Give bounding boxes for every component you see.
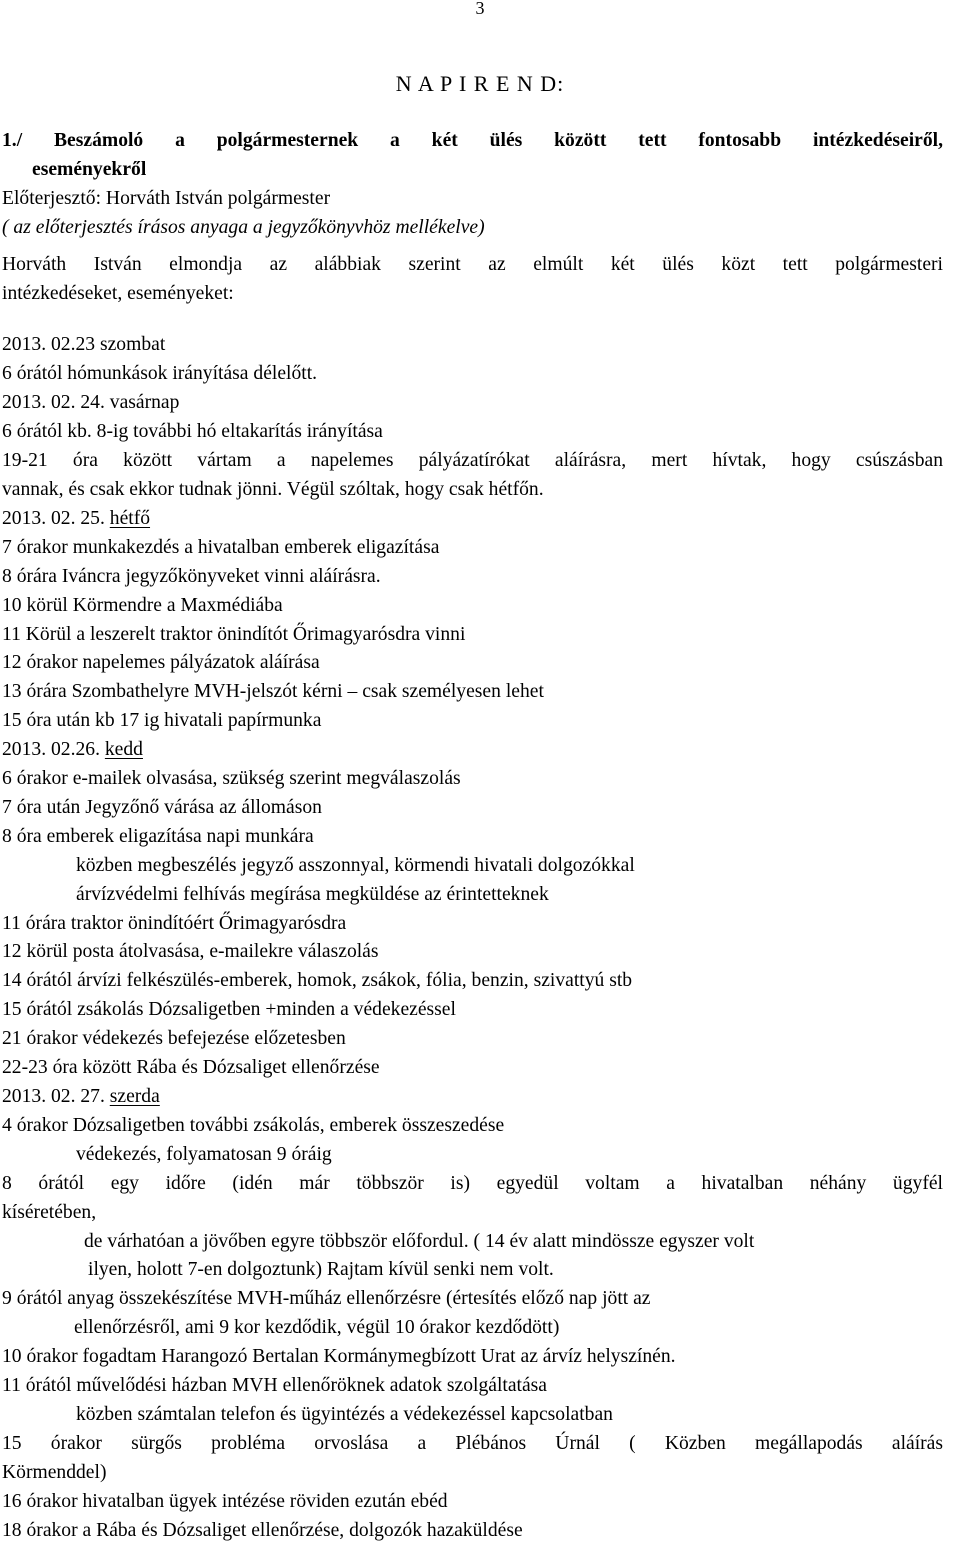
agenda-item-title: 1./ Beszámoló a polgármesternek a két ülés között tett fontosabb intézkedéseiről, bbox=[2, 130, 943, 151]
log-entry: 7 óra után Jegyzőnő várása az állomáson bbox=[2, 796, 322, 818]
agenda-heading: N A P I R E N D: bbox=[395, 71, 565, 96]
day-name-underlined: hétfő bbox=[109, 507, 151, 529]
log-entry: 11 órára traktor önindítóért Őrimagyarósdra bbox=[2, 912, 347, 934]
page-number: 3 bbox=[475, 0, 485, 18]
day-date-number: 2013. 02.26. bbox=[2, 739, 105, 761]
day-date: 2013. 02.23 szombat bbox=[2, 334, 166, 356]
log-entry: 4 órakor Dózsaligetben további zsákolás, emberek összeszedése bbox=[2, 1114, 505, 1136]
log-entry: 19-21 óra között vártam a napelemes pályázatírókat aláírásra, mert hívtak, hogy csúszásban bbox=[2, 450, 943, 472]
document-body bbox=[2, 127, 943, 1546]
log-entry: 7 órakor munkakezdés a hivatalban emberek eligazítása bbox=[2, 536, 440, 558]
day-date bbox=[2, 1083, 943, 1112]
intro-paragraph: Horváth István elmondja az alábbiak szerint az elmúlt két ülés közt tett polgármesteri bbox=[2, 253, 943, 275]
log-entry: 21 órakor védekezés befejezése előzetesben bbox=[2, 1028, 346, 1050]
log-entry: 15 órakor sürgős probléma orvoslása a Plébános Úrnál ( Közben megállapodás aláírás bbox=[2, 1432, 943, 1454]
day-date bbox=[2, 505, 943, 534]
log-entry-cont: vannak, és csak ekkor tudnak jönni. Végül szóltak, hogy csak hétfőn. bbox=[2, 478, 544, 500]
log-subentry: de várhatóan a jövőben egyre többször előfordul. ( 14 év alatt mindössze egyszer volt bbox=[84, 1230, 755, 1252]
day-date-number: 2013. 02. 27. bbox=[2, 1086, 110, 1107]
attachment-note: ( az előterjesztés írásos anyaga a jegyzőkönyvhöz mellékelve) bbox=[2, 216, 485, 238]
log-entry: 10 körül Körmendre a Maxmédiába bbox=[2, 594, 283, 616]
day-name-underlined: kedd bbox=[104, 739, 143, 761]
log-subentry: közben megbeszélés jegyző asszonnyal, körmendi hivatali dolgozókkal bbox=[76, 854, 635, 876]
day-date-number: 2013. 02. 25. bbox=[2, 507, 110, 529]
log-entry: 12 órakor napelemes pályázatok aláírása bbox=[2, 652, 320, 674]
day-date: 2013. 02. 24. vasárnap bbox=[2, 392, 180, 414]
log-subentry: ilyen, holott 7-en dolgoztunk) Rajtam kívül senki nem volt. bbox=[88, 1259, 554, 1281]
log-entry: 18 órakor a Rába és Dózsaliget ellenőrzése, dolgozók hazaküldése bbox=[2, 1519, 523, 1541]
log-entry-cont: Körmenddel) bbox=[2, 1461, 107, 1483]
log-subentry: közben számtalan telefon és ügyintézés a védekezéssel kapcsolatban bbox=[76, 1403, 613, 1425]
day-name-underlined: szerda bbox=[109, 1086, 160, 1107]
log-entry: 11 Körül a leszerelt traktor önindítót Őrimagyarósdra vinni bbox=[2, 623, 466, 645]
log-entry-cont: kíséretében, bbox=[2, 1201, 97, 1223]
presenter-line: Előterjesztő: Horváth István polgármester bbox=[2, 187, 331, 209]
log-entry: 6 órától kb. 8-ig további hó eltakarítás irányítása bbox=[2, 421, 383, 443]
log-entry: 15 óra után kb 17 ig hivatali papírmunka bbox=[2, 710, 322, 732]
log-entry: 11 órától művelődési házban MVH ellenőröknek adatok szolgáltatása bbox=[2, 1375, 548, 1397]
log-entry: 6 órakor e-mailek olvasása, szükség szerint megválaszolás bbox=[2, 768, 461, 790]
log-entry: 8 órára Iváncra jegyzőkönyveket vinni aláírásra. bbox=[2, 565, 381, 587]
intro-paragraph-cont: intézkedéseket, eseményeket: bbox=[2, 282, 234, 304]
log-entry: 12 körül posta átolvasása, e-mailekre válaszolás bbox=[2, 941, 379, 963]
log-subentry: árvízvédelmi felhívás megírása megküldése az érintetteknek bbox=[76, 883, 549, 905]
log-entry: 22-23 óra között Rába és Dózsaliget ellenőrzése bbox=[2, 1057, 380, 1079]
log-subentry: védekezés, folyamatosan 9 óráig bbox=[76, 1143, 332, 1165]
log-entry: 14 órától árvízi felkészülés-emberek, homok, zsákok, fólia, benzin, szivattyú stb bbox=[2, 970, 633, 992]
log-entry: 13 órára Szombathelyre MVH-jelszót kérni – csak személyesen lehet bbox=[2, 681, 544, 703]
log-entry: 9 órától anyag összekészítése MVH-műház ellenőrzésre (értesítés előző nap jött az bbox=[2, 1288, 651, 1310]
log-entry: 8 órától egy időre (idén már többször is) egyedül voltam a hivatalban néhány ügyfél bbox=[2, 1172, 943, 1194]
log-entry: 10 órakor fogadtam Harangozó Bertalan Kormánymegbízott Urat az árvíz helyszínén. bbox=[2, 1346, 676, 1368]
log-entry: 8 óra emberek eligazítása napi munkára bbox=[2, 825, 314, 847]
log-entry: 16 órakor hivatalban ügyek intézése röviden ezután ebéd bbox=[2, 1490, 448, 1512]
log-subentry: ellenőrzésről, ami 9 kor kezdődik, végül 10 órakor kezdődött) bbox=[74, 1317, 560, 1339]
agenda-item-title-cont: eseményekről bbox=[32, 158, 147, 180]
log-entry: 6 órától hómunkások irányítása délelőtt. bbox=[2, 363, 318, 385]
day-date bbox=[2, 736, 943, 765]
log-entry: 15 órától zsákolás Dózsaligetben +minden a védekezéssel bbox=[2, 999, 456, 1021]
